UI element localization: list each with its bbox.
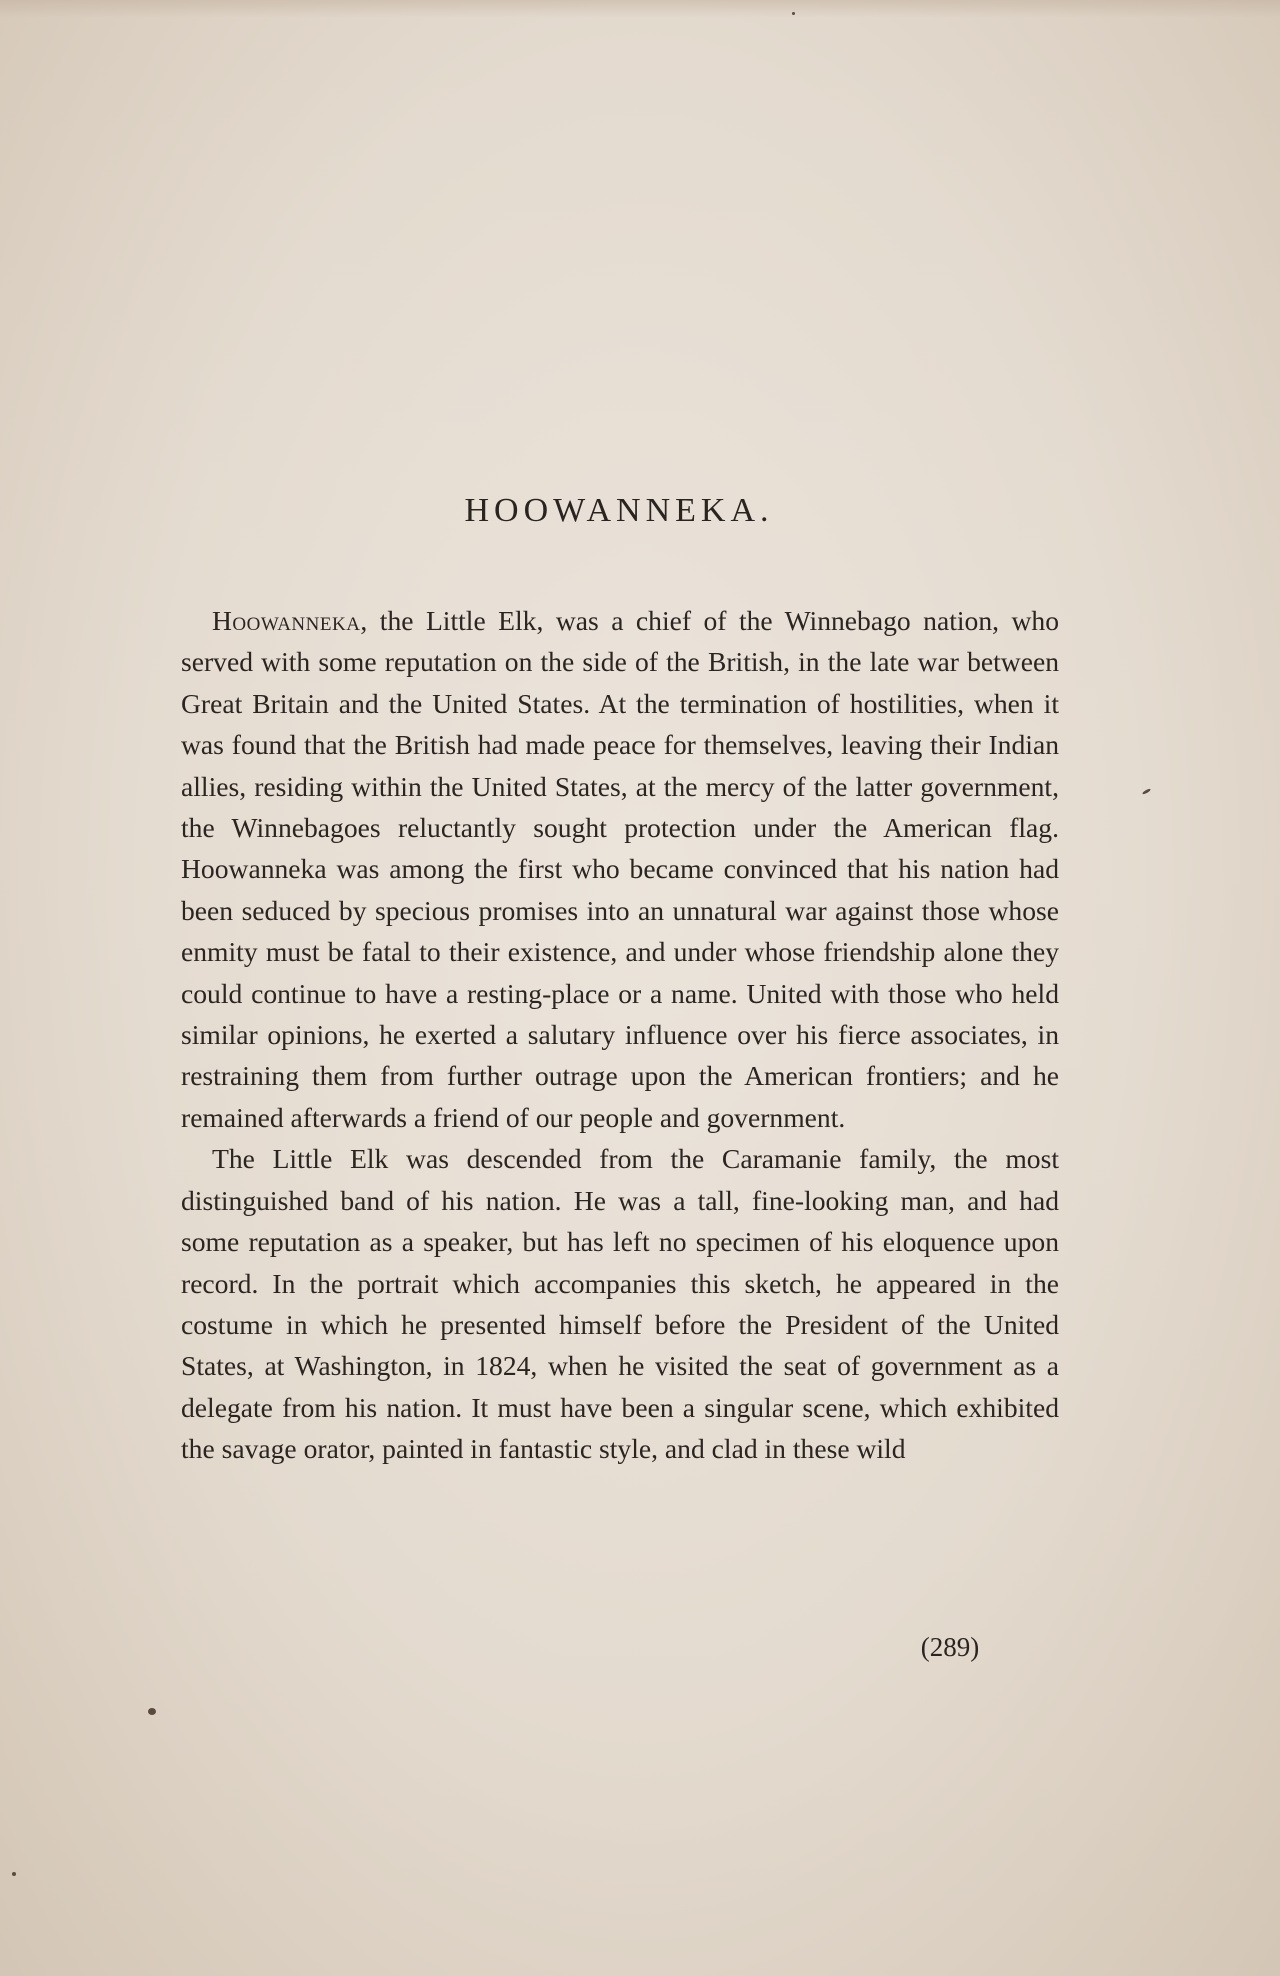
paragraph-1-text: , the Little Elk, was a chief of the Winnebago nation, who served with some reputation on the side of the British, in the late war between Great Britain and the United States. At the termination of hostilities, when it was found that the British had made peace for themselves, leaving their Indian allies, residing within the United States, at the mercy of the latter government, the Winnebagoes reluctantly sought protection under the American flag. Hoowanneka was among the first who became convinced that his nation had been seduced by specious promises into an unnatural war against those whose enmity must be fatal to their existence, and under whose friendship alone they could continue to have a resting-place or a name. United with those who held similar opinions, he exerted a salutary influence over his fierce associates, in restraining them from further outrage upon the American frontiers; and he remained afterwards a friend of our people and government. — [181, 605, 1059, 1133]
paragraph-2: The Little Elk was descended from the Caramanie family, the most distinguished band of his nation. He was a tall, fine-looking man, and had some reputation as a speaker, but has left no specimen of his eloquence upon record. In the portrait which accompanies this sketch, he appeared in the costume in which he presented himself before the President of the United States, at Washington, in 1824, when he visited the seat of government as a delegate from his nation. It must have been a singular scene, which exhibited the savage orator, painted in fantastic style, and clad in these wild — [181, 1143, 1059, 1465]
page-number: (289) — [920, 1632, 980, 1662]
paragraph-1-lead: Hoowanneka — [212, 605, 361, 636]
page-title: HOOWANNEKA. — [464, 492, 774, 529]
paper-speck — [12, 1872, 16, 1876]
paper-speck — [792, 12, 795, 15]
paragraph-1 — [181, 600, 1059, 1138]
page-edge-shadow — [0, 0, 1280, 18]
body-text — [181, 600, 1059, 1470]
paper-speck — [148, 1708, 156, 1715]
paper-speck — [1142, 788, 1151, 795]
